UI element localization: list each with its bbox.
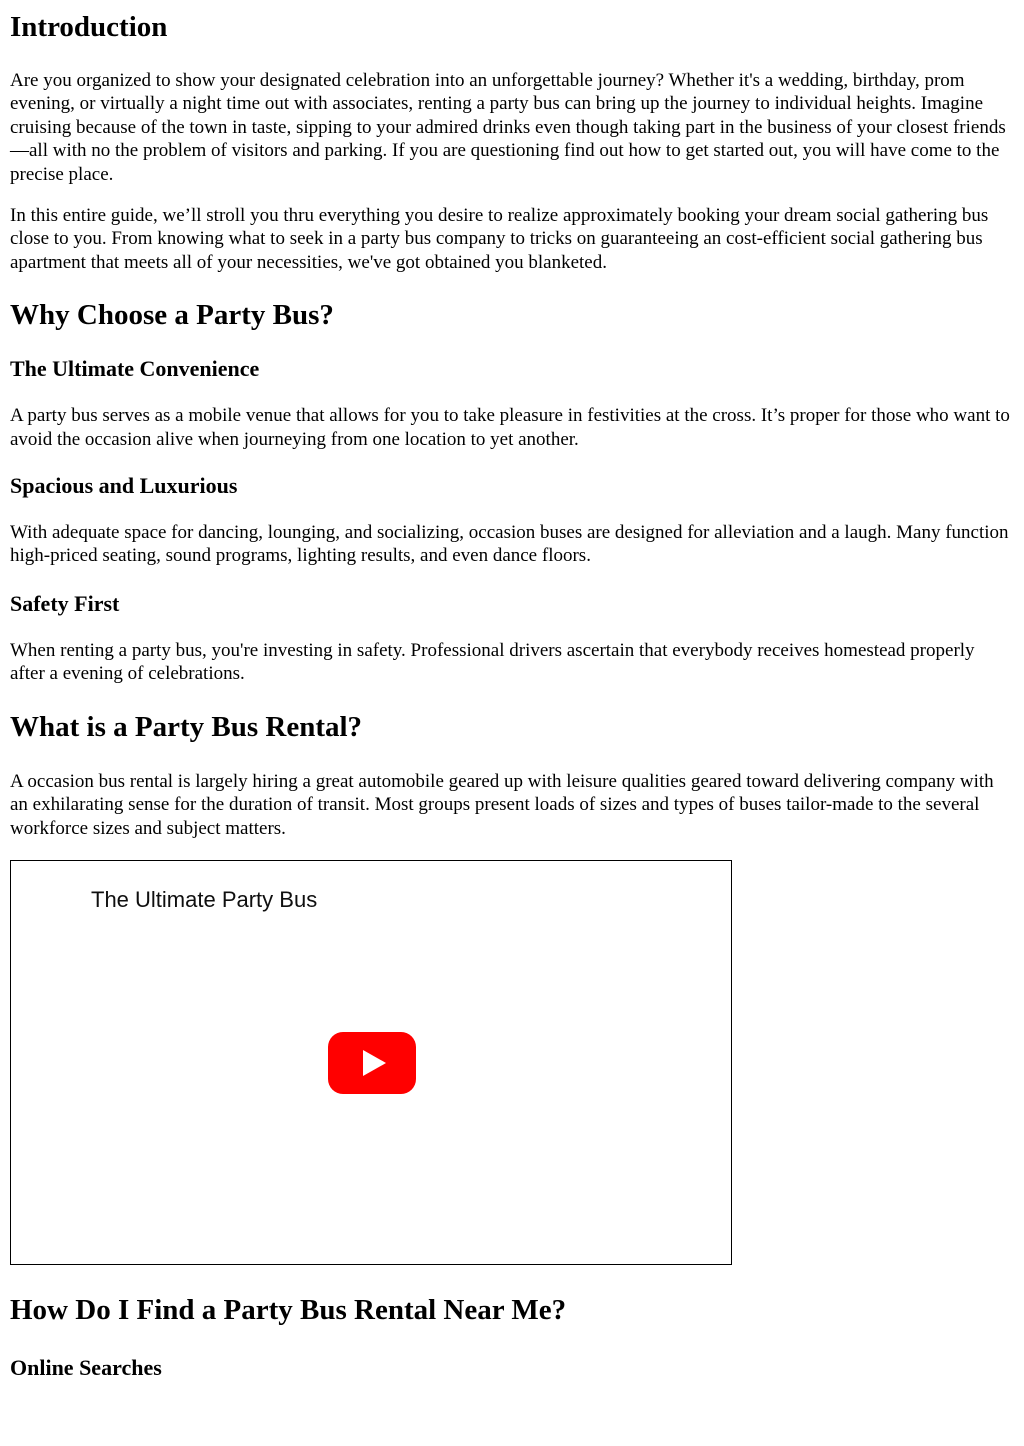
paragraph-spacious: With adequate space for dancing, lounging, and socializing, occasion buses are designed for alleviation and a laugh. Many function high-priced seating, sound programs, lighting results, and even dance floors. — [10, 522, 1009, 567]
heading-why-choose: Why Choose a Party Bus? — [10, 299, 334, 332]
paragraph-intro-1: Are you organized to show your designated celebration into an unforgettable journey? Whether it's a wedding, birthday, prom evening, or virtually a night time out with associates, renting a party bus can bring up the journey to individual heights. Imagine cruising because of the town in taste, sipping to your admired drinks even though taking part in the business of your closest friends—all with no the problem of visitors and parking. If you are questioning find out how to get started out, you will have come to the precise place. — [10, 70, 1006, 185]
paragraph-safety: When renting a party bus, you're investing in safety. Professional drivers ascertain that everybody receives homestead properly after a evening of celebrations. — [10, 639, 975, 685]
subheading-online-searches: Online Searches — [10, 1354, 162, 1380]
heading-how-find: How Do I Find a Party Bus Rental Near Me? — [10, 1293, 567, 1326]
youtube-play-icon[interactable] — [328, 1032, 416, 1094]
paragraph-intro-2: In this entire guide, we’ll stroll you thru everything you desire to realize approximately booking your dream social gathering bus close to you. From knowing what to seek in a party bus company to tricks on guaranteeing an cost-efficient social gathering bus apartment that meets all of your necessities, we've got obtained you blanketed. — [10, 205, 989, 273]
subheading-safety: Safety First — [10, 590, 120, 616]
subheading-spacious: Spacious and Luxurious — [10, 473, 238, 499]
paragraph-convenience: A party bus serves as a mobile venue that allows for you to take pleasure in festivities at the cross. It’s proper for those who want to avoid the occasion alive when journeying from one location to yet another. — [10, 405, 1010, 450]
subheading-convenience: The Ultimate Convenience — [10, 356, 260, 382]
video-title[interactable]: The Ultimate Party Bus — [91, 886, 318, 912]
heading-what-is-rental: What is a Party Bus Rental? — [10, 710, 363, 743]
video-embed[interactable] — [10, 860, 732, 1265]
heading-introduction: Introduction — [10, 11, 168, 43]
paragraph-rental: A occasion bus rental is largely hiring a great automobile geared up with leisure qualities geared toward delivering company with an exhilarating sense for the duration of transit. Most groups present loads of sizes and types of buses tailor-made to the several workforce sizes and subject matters. — [10, 770, 994, 839]
